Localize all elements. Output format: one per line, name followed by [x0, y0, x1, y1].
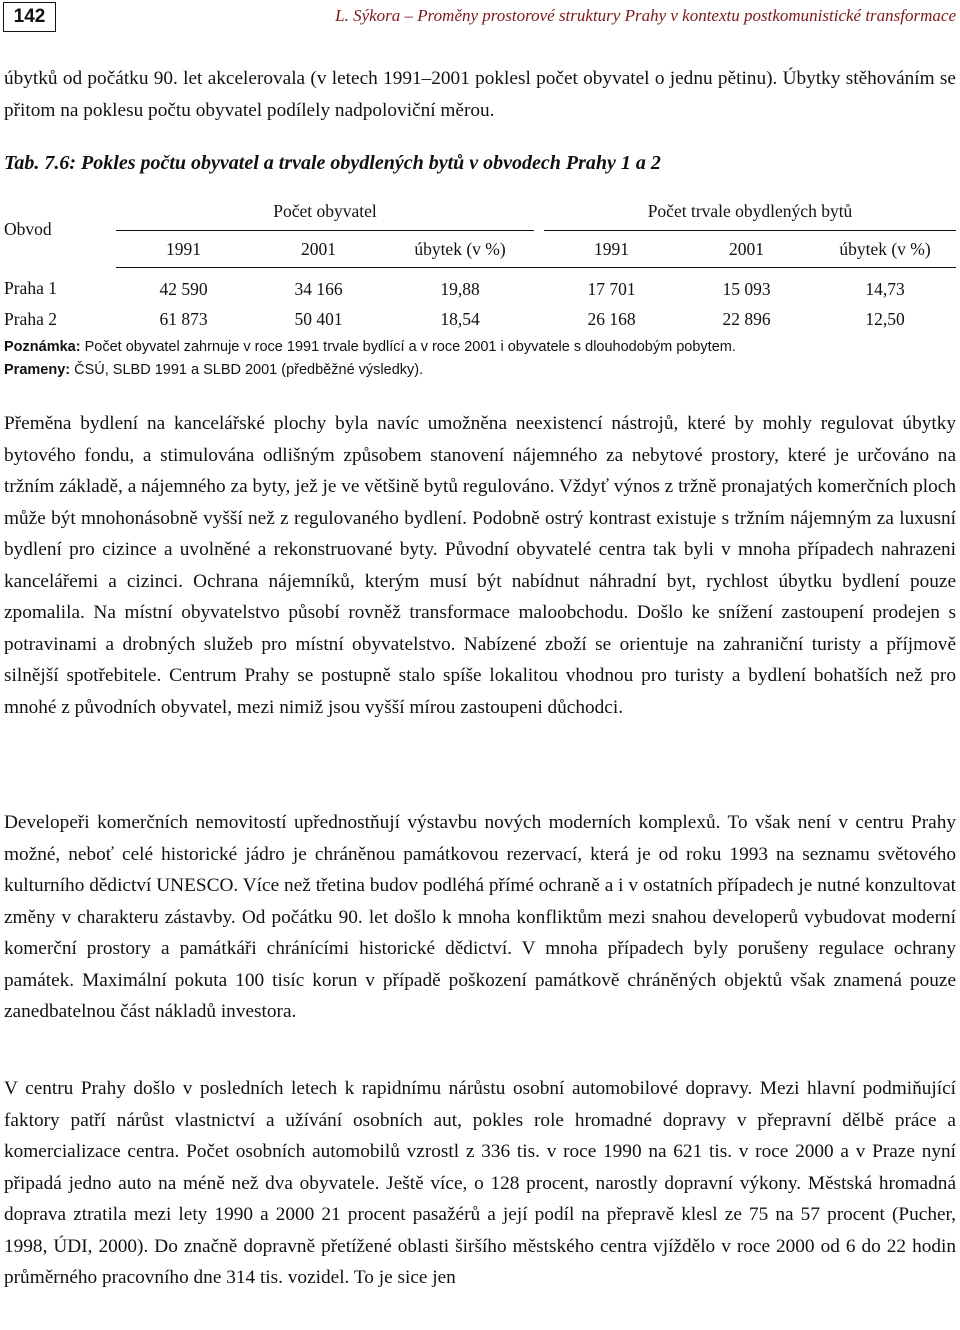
subheader-cell: úbytek (v %)	[386, 231, 534, 268]
row-label: Praha 1	[4, 278, 57, 299]
table-cell: 18,54	[440, 308, 480, 329]
table-cell: 22 896	[722, 308, 771, 329]
page-header	[0, 0, 960, 40]
note-label: Poznámka:	[4, 339, 81, 355]
table-cell: 19,88	[440, 278, 480, 299]
sources-label: Prameny:	[4, 361, 71, 378]
row-label: Praha 2	[4, 308, 57, 329]
table-notes	[4, 336, 736, 381]
table-header-group-row	[4, 192, 956, 231]
table-row	[4, 304, 956, 334]
table-cell: 17 701	[587, 278, 636, 299]
running-title: L. Sýkora – Proměny prostorové struktury Prahy v kontextu postkomunistické transformace	[335, 6, 956, 25]
group-header-dwellings: Počet trvale obydlených bytů	[544, 192, 956, 231]
body-paragraph: V centru Prahy došlo v posledních letech k rapidnímu nárůstu osobní automobilové dopravy. Mezi hlavní podmiňující faktory patří nárůst vlastnictví a užívání osobních aut, pokles role hromadné dopravy v přepravní dělbě práce a komercializace centra. Počet osobních automobilů vzrostl z 336 tis. v roce 1990 na 621 tis. v roce 2000 a v Praze nyní připadá jedno auto na méně než dva obyvatele. Ještě více, o 128 procent, narostly dopravní výkony. Městská hromadná doprava ztratila mezi lety 1990 a 2000 21 procent pasažérů a její podíl na přepravě klesl ze 75 na 57 procent (Pucher, 1998, ÚDI, 2000). Do značně dopravně přetížené oblasti širšího městského centra vjíždělo v roce 2000 od 6 do 22 hodin průměrného pracovního dne 314 tis. vozidel. To je sice jen	[4, 1078, 956, 1288]
table-row	[4, 268, 956, 305]
page-number: 142	[3, 2, 56, 32]
table-cell: 15 093	[722, 278, 771, 299]
table-cell: 42 590	[159, 278, 208, 299]
subheader-cell: 2001	[679, 231, 814, 268]
subheader-cell: 1991	[116, 231, 251, 268]
subheader-cell: 2001	[251, 231, 386, 268]
obvod-header: Obvod	[4, 219, 52, 240]
table-cell: 14,73	[865, 278, 905, 299]
subheader-cell: úbytek (v %)	[814, 231, 956, 268]
sources-line	[4, 359, 736, 382]
paragraph-continuation: úbytků od počátku 90. let akcelerovala (v letech 1991–2001 poklesl počet obyvatel o jednu pětinu). Úbytky stěhováním se přitom na poklesu počtu obyvatel podílely nadpoloviční měrou.	[4, 68, 956, 121]
table-cell: 12,50	[865, 308, 905, 329]
table-cell: 61 873	[159, 308, 208, 329]
body-paragraph: Developeři komerčních nemovitostí upřednostňují výstavbu nových moderních komplexů. To však není v centru Prahy možné, neboť celé historické jádro je chráněnou památkovou rezervací, která je od roku 1993 na seznamu světového kulturního dědictví UNESCO. Více než třetina budov podléhá přímé ochraně a i v ostatních případech je nutné konzultovat změny v charakteru zástavby. Od počátku 90. let došlo k mnoha konfliktům mezi snahou developerů vybudovat moderní komerční prostory a památkáři chránícími historické dědictví. V mnoha případech byly porušeny regulace ochrany památek. Maximální pokuta 100 tisíc korun v případě poškození památkově chráněných objektů však znamená pouze zanedbatelnou část nákladů investora.	[4, 812, 956, 1022]
sources-text: ČSÚ, SLBD 1991 a SLBD 2001 (předběžné výsledky).	[70, 361, 424, 378]
note-line	[4, 336, 736, 359]
data-table	[4, 192, 956, 334]
table-title: Tab. 7.6: Pokles počtu obyvatel a trvale obydlených bytů v obvodech Prahy 1 a 2	[4, 152, 661, 174]
subheader-cell: 1991	[544, 231, 679, 268]
table-subheader-row	[4, 231, 956, 268]
table-cell: 50 401	[294, 308, 343, 329]
group-header-population: Počet obyvatel	[116, 192, 534, 231]
table-cell: 34 166	[294, 278, 343, 299]
body-paragraph: Přeměna bydlení na kancelářské plochy byla navíc umožněna neexistencí nástrojů, které by mohly regulovat úbytky bytového fondu, a stimulována odlišným způsobem stanovení nájemného za nebytové prostory, které je určováno na tržním základě, a nájemného za byty, jež je ve většině bytů regulováno. Vždyť výnos z tržně pronajatých komerčních ploch může být mnohonásobně vyšší než z regulovaného bydlení. Podobně ostrý kontrast existuje s tržním nájemným za luxusní bydlení pro cizince a uvolněné a rekonstruované byty. Původní obyvatelé centra tak byli v mnoha případech nahrazeni kancelářemi a cizinci. Ochrana nájemníků, kterým musí být nabídnut náhradní byt, rychlost úbytku bydlení pouze zpomalila. Na místní obyvatelstvo působí rovněž transformace maloobchodu. Došlo ke snížení zastoupení prodejen s potravinami a drobných služeb pro místní obyvatelstvo. Nabízené zboží se orientuje na zahraniční turisty a příjmově silnější spotřebitele. Centrum Prahy se postupně stalo spíše lokalitou vhodnou pro turisty a bydlení bohatších než pro mnohé z původních obyvatel, mezi nimiž jsou vyšší mírou zastoupeni důchodci.	[4, 413, 956, 718]
note-text: Počet obyvatel zahrnuje v roce 1991 trvale bydlící a v roce 2001 i obyvatele s dlouhodobým pobytem.	[80, 339, 736, 355]
table-cell: 26 168	[587, 308, 636, 329]
